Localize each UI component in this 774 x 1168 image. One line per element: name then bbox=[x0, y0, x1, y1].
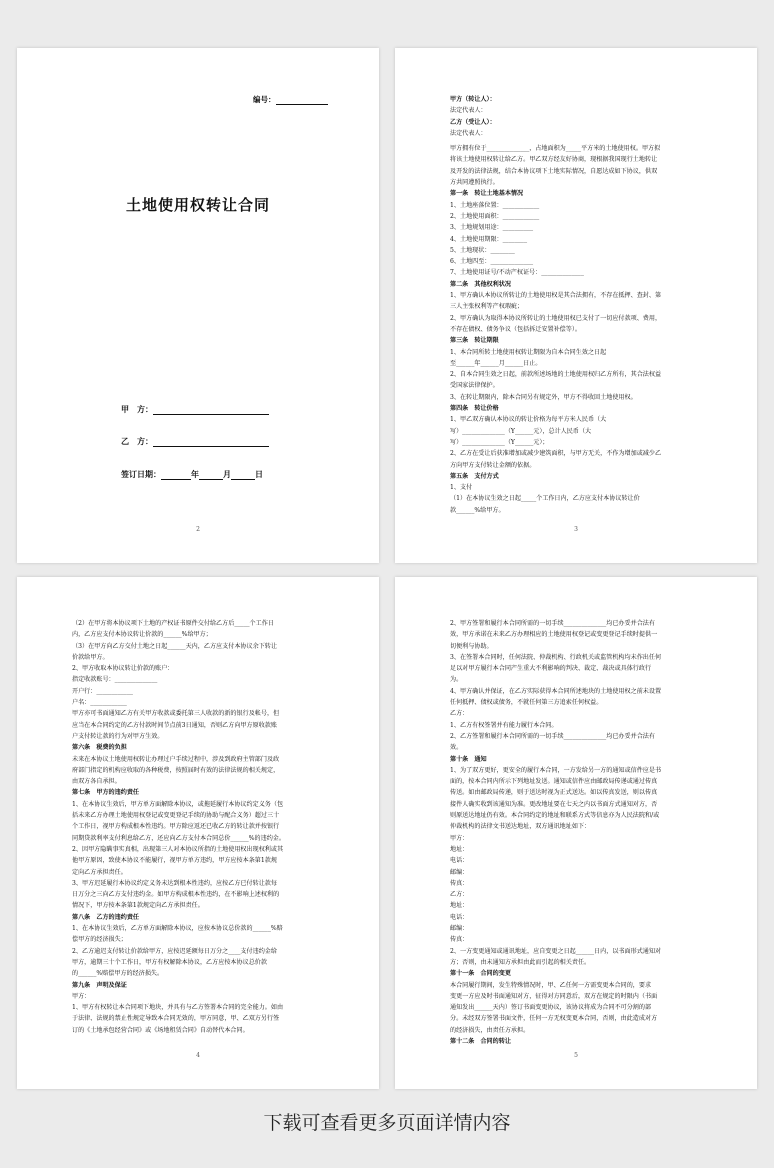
party-a-blank bbox=[153, 405, 269, 415]
text-line: 接件人确实收到该通知为准。更改地址要在七天之内以书面方式通知对方，否 bbox=[450, 800, 658, 808]
page-body bbox=[450, 618, 723, 1047]
text-line: 方向甲方支付转让金额的依据。 bbox=[450, 461, 536, 469]
text-line: 内，乙方应支付本协议转让价款的______%给甲方； bbox=[72, 631, 212, 639]
text-line: 法定代表人： bbox=[450, 107, 487, 115]
text-line: 邮编： bbox=[450, 925, 469, 933]
text-line: 电话： bbox=[450, 857, 469, 865]
text-line: 户支付转让款的行为对甲方生效。 bbox=[72, 732, 164, 740]
text-line: 偿甲方的经济损失； bbox=[72, 936, 127, 944]
text-line: 开户行：____________ bbox=[72, 687, 133, 695]
text-line: 写）______________（Y______元）； bbox=[450, 438, 549, 446]
section-heading: 乙方（受让人）： bbox=[450, 118, 496, 126]
text-line: 传真： bbox=[450, 936, 469, 944]
section-heading: 第六条 税费的负担 bbox=[72, 744, 127, 752]
text-line: 1、甲方有权转让本合同项下地块，并具有与乙方签署本合同的完全能力。如由 bbox=[72, 1004, 284, 1012]
month-label: 月 bbox=[223, 469, 231, 479]
text-line: 电话： bbox=[450, 913, 469, 921]
text-line: 2、乙方签署和履行本合同所需的一切手续______________均已办妥并合法有 bbox=[450, 732, 655, 740]
contract-title: 土地使用权转让合同 bbox=[125, 196, 270, 214]
text-line: 括未来乙方办理土地使用权登记或变更登记手续的协助与配合义务）超过三十 bbox=[72, 812, 280, 820]
text-line: （3）在甲方向乙方交付土地之日起______天内，乙方应支付本协议余下转让 bbox=[72, 642, 277, 650]
section-heading: 第九条 声明及保证 bbox=[72, 981, 127, 989]
text-line: 2、乙方在受让后获准增加或减少建筑面积，与甲方无关，不作为增加或减少乙 bbox=[450, 450, 662, 458]
text-line: 户名：____________ bbox=[72, 699, 127, 707]
section-heading: 第七条 甲方的违约责任 bbox=[72, 789, 140, 797]
text-line: 7、土地使用证号/不动产权证号：______________ bbox=[450, 269, 584, 277]
text-line: 1、为了双方更好，更安全的履行本合同，一方发给另一方的通知或信件应是书 bbox=[450, 766, 662, 774]
year-blank bbox=[161, 470, 191, 480]
text-line: 定向乙方承担责任。 bbox=[72, 868, 127, 876]
text-line: 1、甲乙双方确认本协议的转让价格为每平方米人民币（大 bbox=[450, 416, 607, 424]
text-line: 方；否则，由未通知方承担由此而引起的相关责任。 bbox=[450, 958, 591, 966]
download-more-prompt[interactable]: 下载可查看更多页面详情内容 bbox=[263, 1112, 511, 1134]
section-heading: 第二条 其他权利状况 bbox=[450, 280, 511, 288]
serial-number-field bbox=[253, 94, 328, 105]
section-heading: 第十二条 合同的转让 bbox=[450, 1037, 511, 1045]
text-line: 款______%给甲方。 bbox=[450, 506, 505, 514]
text-line: 价款给甲方。 bbox=[72, 653, 109, 661]
text-line: 应当在本合同约定的乙方付款时间节点前3日通知，否则乙方向甲方原收款账 bbox=[72, 721, 277, 729]
text-line: 甲方亦可书面通知乙方有关甲方收款或委托第三人收款的新的银行及帐号，但 bbox=[72, 710, 280, 718]
text-line: 至______年______月______日止。 bbox=[450, 359, 542, 367]
section-heading: 第八条 乙方的违约责任 bbox=[72, 913, 140, 921]
text-line: 2、因甲方隐瞒事实真相，出现第三人对本协议所指的土地使用权出现权利或其 bbox=[72, 845, 284, 853]
text-line: 3、在转让期限内，除本合同另有规定外，甲方不得收回土地使用权。 bbox=[450, 393, 637, 401]
text-line: 2、自本合同生效之日起，前款所述场地的土地使用权归乙方所有，其合法权益 bbox=[450, 371, 662, 379]
page-number: 3 bbox=[574, 526, 578, 533]
text-line: 指定收款账号：______________ bbox=[72, 676, 158, 684]
page-number: 4 bbox=[196, 1052, 200, 1059]
text-line: 效。 bbox=[450, 744, 463, 752]
text-line: 变更一方应及时书面通知对方，征得对方同意后，双方在规定的时限内（书面 bbox=[450, 992, 658, 1000]
text-line: 个工作日，视甲方构成根本性违约。甲方除应返还已收乙方的转让款并按银行 bbox=[72, 823, 280, 831]
text-line: （1）在本协议生效之日起_____个工作日内，乙方应支付本协议转让价 bbox=[450, 495, 640, 503]
document-page-3 bbox=[17, 577, 379, 1089]
text-line: 及开发的法律法规，结合本协议项下土地实际情况，自愿达成如下协议，供双 bbox=[450, 167, 658, 175]
section-heading: 第五条 支付方式 bbox=[450, 472, 499, 480]
text-line: 1、支付 bbox=[450, 484, 473, 492]
text-line: 2、甲方收取本协议转让价款的账户： bbox=[72, 665, 174, 673]
text-line: 由双方各自承担。 bbox=[72, 778, 121, 786]
text-line: 则原送达地址仍有效。本合同约定的地址和联系方式等信息亦为人民法院和/或 bbox=[450, 812, 660, 820]
text-line: 传真： bbox=[450, 879, 469, 887]
text-line: 甲方，逾期三十个工作日，甲方有权解除本协议，乙方应按本协议总价款 bbox=[72, 958, 267, 966]
section-heading: 第一条 转让土地基本情况 bbox=[450, 190, 524, 198]
text-line: 1、乙方有权签署并有能力履行本合同。 bbox=[450, 721, 558, 729]
text-line: 2、一方变更通知或通讯地址，应自变更之日起______日内，以书面形式通知对 bbox=[450, 947, 662, 955]
text-line: （2）在甲方将本协议项下土地的产权证书原件交付给乙方后_____个工作日 bbox=[72, 620, 274, 627]
serial-number-label: 编号： bbox=[253, 95, 276, 104]
text-line: 6、土地四至：______________ bbox=[450, 258, 534, 266]
text-line: 面的，按本合同内所示下列地址发送。通知或信件应由邮政局传递或通过传真 bbox=[450, 778, 658, 786]
text-line: 甲方： bbox=[450, 834, 469, 842]
text-line: 2、土地使用面积：____________ bbox=[450, 212, 540, 220]
section-heading: 第四条 转让价格 bbox=[450, 405, 499, 413]
text-line: 2、甲方签署和履行本合同所需的一切手续______________均已办妥并合法有 bbox=[450, 620, 655, 627]
party-b-signature-line bbox=[121, 436, 269, 447]
text-line: 三人主张权利等产权瑕疵； bbox=[450, 303, 524, 311]
text-line: 通知发出______天内）签订书面变更协议，该协议将成为合同不可分割的部 bbox=[450, 1004, 652, 1012]
text-line: 1、土地座落位置：____________ bbox=[450, 201, 540, 209]
page-body bbox=[72, 618, 345, 1036]
text-line: 传送。如由邮政局传递，则于送达时视为正式送达。如以传真发送，则以传真 bbox=[450, 789, 658, 797]
day-blank bbox=[231, 470, 255, 480]
page-body bbox=[450, 94, 723, 516]
section-heading: 甲方（转让人）： bbox=[450, 96, 496, 103]
text-line: 的______%赔偿甲方的经济损失。 bbox=[72, 970, 164, 978]
text-line: 3、甲方迟延履行本协议约定义务未达到根本性违约，应按乙方已付转让款每 bbox=[72, 879, 277, 887]
text-line: 乙方： bbox=[450, 710, 469, 718]
text-line: 2、甲方确认为取得本协议所转让的土地使用权已支付了一切应付款项、费用， bbox=[450, 314, 662, 322]
text-line: 效，甲方承诺在未来乙方办理相应的土地使用权登记或变更登记手续时提供一 bbox=[450, 631, 658, 639]
text-line: 于法律、法规的禁止性规定导致本合同无效的，甲方同意，甲、乙双方另行签 bbox=[72, 1015, 280, 1023]
text-line: 邮编： bbox=[450, 868, 469, 876]
text-line: 甲方： bbox=[72, 992, 91, 1000]
text-line: 未来在本协议土地使用权转让办理过户手续过程中，涉及到政府主管部门及政 bbox=[72, 755, 280, 763]
text-line: 写）______________（Y______元），总计人民币（大 bbox=[450, 427, 592, 435]
text-line: 方共同遵照执行。 bbox=[450, 179, 499, 187]
text-line: 5、土地现状：________ bbox=[450, 246, 515, 254]
text-line: 日万分之三向乙方支付违约金。如甲方构成根本性违约，在不影响上述权利的 bbox=[72, 891, 280, 899]
text-line: 的经济损失，由责任方承担。 bbox=[450, 1026, 530, 1034]
party-a-signature-line bbox=[121, 404, 269, 415]
year-label: 年 bbox=[191, 469, 199, 479]
text-line: 订的《土地承包经营合同》或《场地租赁合同》自动替代本合同。 bbox=[72, 1026, 249, 1034]
text-line: 1、在本协议生效后，乙方单方面解除本协议，应按本协议总价款的______%赔 bbox=[72, 925, 283, 933]
text-line: 4、甲方确认并保证，在乙方实际获得本合同所述地块的土地使用权之前未设置 bbox=[450, 687, 662, 695]
text-line: 情况下，甲方按本条第1款规定向乙方承担责任。 bbox=[72, 902, 204, 910]
text-line: 不存在债权、债务争议（包括拆迁安置补偿等）。 bbox=[450, 325, 582, 333]
section-heading: 第十条 通知 bbox=[450, 755, 487, 763]
text-line: 同期贷款利率支付利息给乙方，还应向乙方支付本合同总价______%的违约金。 bbox=[72, 834, 285, 842]
party-b-label: 乙 方： bbox=[121, 436, 153, 446]
text-line: 仲裁机构的法律文书送达地址，双方通讯地址如下： bbox=[450, 823, 591, 831]
text-line: 1、甲方确认本协议所转让的土地使用权是其合法拥有，不存在抵押、查封、第 bbox=[450, 292, 662, 300]
section-heading: 第三条 转让期限 bbox=[450, 337, 499, 345]
signing-date-label: 签订日期： bbox=[121, 469, 161, 479]
text-line: 1、本合同所转土地使用权转让期限为自本合同生效之日起 bbox=[450, 348, 607, 356]
party-a-label: 甲 方： bbox=[121, 404, 153, 414]
text-line: 地址： bbox=[450, 845, 469, 853]
party-b-blank bbox=[153, 437, 269, 447]
text-line: 地址： bbox=[450, 902, 469, 910]
text-line: 将该土地使用权转让给乙方。甲乙双方经友好协商，现根据我国现行土地转让 bbox=[450, 156, 658, 164]
month-blank bbox=[199, 470, 223, 480]
text-line: 为。 bbox=[450, 676, 463, 684]
signing-date-line bbox=[121, 469, 263, 480]
text-line: 受国家法律保护。 bbox=[450, 382, 499, 390]
text-line: 切便利与协助。 bbox=[450, 642, 493, 650]
text-line: 3、土地规划用途：__________ bbox=[450, 224, 534, 232]
text-line: 分。未经双方签署书面文件，任何一方无权变更本合同，否则，由此造成对方 bbox=[450, 1015, 658, 1023]
text-line: 足以对甲方履行本合同产生重大不利影响的判决、裁定、裁决或具体行政行 bbox=[450, 665, 652, 673]
text-line: 本合同履行期间，发生特殊情况时，甲、乙任何一方需变更本合同的，要求 bbox=[450, 981, 652, 989]
text-line: 府部门指定的机构应收取的各种税费，按照届时有效的法律法规的相关规定， bbox=[72, 766, 280, 774]
page-number: 2 bbox=[196, 526, 200, 533]
text-line: 任何抵押、债权或债务，不就任何第三方追索任何权益。 bbox=[450, 699, 603, 707]
text-line: 1、在本协议生效后，甲方单方面解除本协议，或拖延履行本协议约定义务（包 bbox=[72, 800, 284, 808]
text-line: 4、土地使用期限：________ bbox=[450, 235, 528, 243]
text-line: 甲方拥有位于______________，占地面积为_____平方米的土地使用权。甲方拟 bbox=[450, 145, 661, 153]
text-line: 他甲方原因，致使本协议不能履行，视甲方单方违约，甲方应按本条第1款规 bbox=[72, 857, 277, 865]
day-label: 日 bbox=[255, 469, 263, 479]
page-number: 5 bbox=[574, 1052, 578, 1059]
text-line: 3、在签署本合同时，任何法院、仲裁机构、行政机关或监管机构均未作出任何 bbox=[450, 653, 662, 661]
document-page-cover bbox=[17, 48, 379, 563]
text-line: 法定代表人： bbox=[450, 129, 487, 137]
text-line: 乙方： bbox=[450, 891, 469, 899]
document-page-2 bbox=[395, 48, 757, 563]
section-heading: 第十一条 合同的变更 bbox=[450, 970, 511, 978]
text-line: 2、乙方逾迟支付转让价款给甲方，应按迟延额每日万分之____支付违约金给 bbox=[72, 947, 277, 955]
serial-number-blank bbox=[276, 95, 328, 105]
document-page-4 bbox=[395, 577, 757, 1089]
